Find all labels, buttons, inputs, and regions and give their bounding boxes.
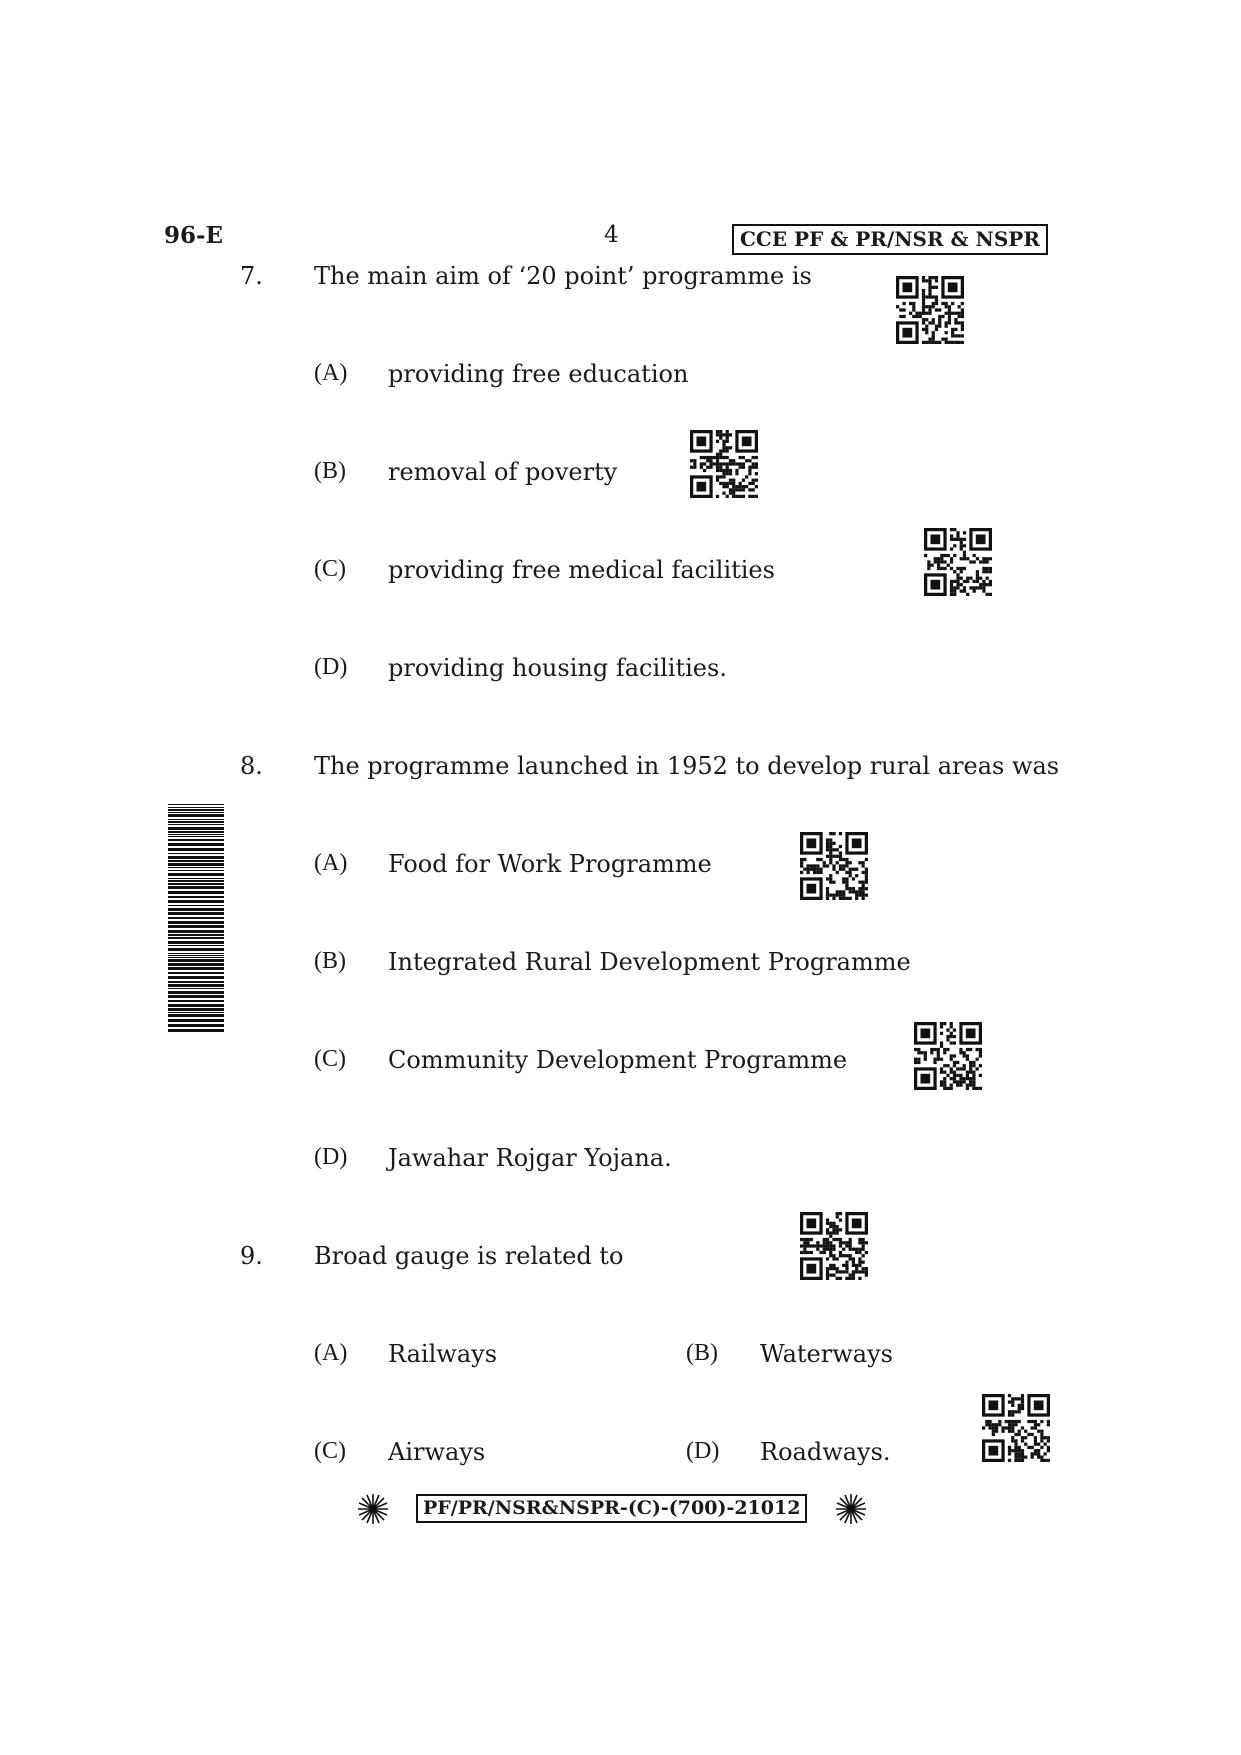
q9-option-c-letter: (C) <box>314 1438 346 1464</box>
page-number: 4 <box>604 222 619 248</box>
q9-option-b-letter: (B) <box>686 1340 718 1366</box>
exam-title-box: CCE PF & PR/NSR & NSPR <box>732 224 1048 255</box>
q7-option-b-letter: (B) <box>314 458 346 484</box>
q9-option-c-text: Airways <box>388 1438 486 1466</box>
asterisk-star-icon <box>356 1492 390 1526</box>
q9-option-d-letter: (D) <box>686 1438 720 1464</box>
qr-code-icon <box>800 1212 868 1280</box>
qr-code-icon <box>800 832 868 900</box>
question-8-text: The programme launched in 1952 to develop rural areas was <box>314 752 1060 780</box>
q8-option-c-letter: (C) <box>314 1046 346 1072</box>
q7-option-d-letter: (D) <box>314 654 348 680</box>
q7-option-c-letter: (C) <box>314 556 346 582</box>
qr-code-icon <box>896 276 964 344</box>
barcode-icon <box>168 804 224 1034</box>
qr-code-icon <box>924 528 992 596</box>
q8-option-a-letter: (A) <box>314 850 348 876</box>
q7-option-b-text: removal of poverty <box>388 458 618 486</box>
q9-option-b-text: Waterways <box>760 1340 893 1368</box>
q8-option-d-letter: (D) <box>314 1144 348 1170</box>
q9-option-a-letter: (A) <box>314 1340 348 1366</box>
q8-option-a-text: Food for Work Programme <box>388 850 712 878</box>
q9-option-a-text: Railways <box>388 1340 498 1368</box>
q7-option-d-text: providing housing facilities. <box>388 654 727 682</box>
question-8-number: 8. <box>240 752 263 780</box>
q8-option-c-text: Community Development Programme <box>388 1046 848 1074</box>
asterisk-star-icon <box>834 1492 868 1526</box>
q7-option-a-letter: (A) <box>314 360 348 386</box>
question-7-text: The main aim of ‘20 point’ programme is <box>314 262 812 290</box>
question-7-number: 7. <box>240 262 263 290</box>
qr-code-icon <box>690 430 758 498</box>
footer-code-box: PF/PR/NSR&NSPR-(C)-(700)-21012 <box>416 1494 807 1523</box>
q9-option-d-text: Roadways. <box>760 1438 891 1466</box>
qr-code-icon <box>982 1394 1050 1462</box>
question-9-number: 9. <box>240 1242 263 1270</box>
question-9-text: Broad gauge is related to <box>314 1242 624 1270</box>
q8-option-b-text: Integrated Rural Development Programme <box>388 948 911 976</box>
qr-code-icon <box>914 1022 982 1090</box>
q8-option-d-text: Jawahar Rojgar Yojana. <box>388 1144 672 1172</box>
q7-option-a-text: providing free education <box>388 360 689 388</box>
q7-option-c-text: providing free medical facilities <box>388 556 775 584</box>
q8-option-b-letter: (B) <box>314 948 346 974</box>
paper-code: 96-E <box>164 222 224 249</box>
